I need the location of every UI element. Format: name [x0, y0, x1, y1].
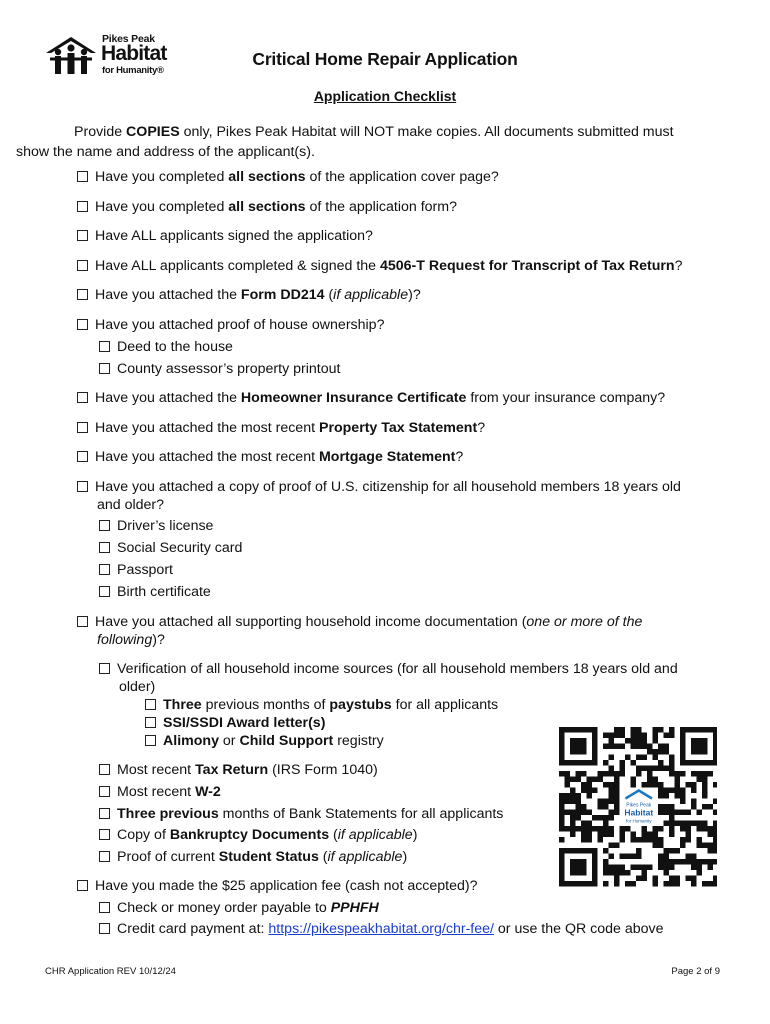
checkbox[interactable]: [145, 699, 156, 710]
checkbox[interactable]: [99, 851, 110, 862]
sub-item-student-status: Proof of current Student Status (if applicable): [99, 848, 407, 866]
checkbox[interactable]: [99, 923, 110, 934]
checkbox[interactable]: [77, 319, 88, 330]
checkbox[interactable]: [99, 902, 110, 913]
checkbox[interactable]: [99, 808, 110, 819]
verification-continuation: older): [119, 679, 156, 695]
sub-item-deed: Deed to the house: [99, 338, 233, 356]
checklist-item-ownership: Have you attached proof of house ownership?: [77, 316, 384, 334]
checkbox[interactable]: [99, 542, 110, 553]
sub-sub-item-paystubs: Three previous months of paystubs for all applicants: [145, 696, 498, 714]
checkbox[interactable]: [99, 663, 110, 674]
checkbox[interactable]: [77, 481, 88, 492]
checklist-item-mortgage: Have you attached the most recent Mortgage Statement?: [77, 448, 463, 466]
checklist-item-application-form: Have you completed all sections of the application form?: [77, 198, 457, 216]
sub-item-tax-return: Most recent Tax Return (IRS Form 1040): [99, 761, 378, 779]
logo-line-2: Habitat: [101, 42, 167, 65]
sub-item-check: Check or money order payable to PPHFH: [99, 899, 379, 917]
checklist-item-cover-page: Have you completed all sections of the application cover page?: [77, 168, 499, 186]
checkbox[interactable]: [77, 289, 88, 300]
sub-item-bankruptcy: Copy of Bankruptcy Documents (if applicable): [99, 826, 417, 844]
sub-item-bank-statements: Three previous months of Bank Statements for all applicants: [99, 805, 503, 823]
checklist-item-citizenship: Have you attached a copy of proof of U.S. citizenship for all household members 18 years old: [77, 478, 681, 496]
checklist-item-dd214: Have you attached the Form DD214 (if applicable)?: [77, 286, 421, 304]
footer-revision: CHR Application REV 10/12/24: [45, 966, 176, 977]
sub-item-assessor-printout: County assessor’s property printout: [99, 360, 340, 378]
checklist-item-income: Have you attached all supporting household income documentation (one or more of the: [77, 613, 642, 631]
income-continuation: following)?: [97, 632, 165, 648]
sub-item-passport: Passport: [99, 561, 173, 579]
checkbox[interactable]: [99, 829, 110, 840]
checkbox[interactable]: [99, 564, 110, 575]
sub-item-birth-certificate: Birth certificate: [99, 583, 211, 601]
qr-logo-line-1: Pikes Peak: [626, 802, 652, 809]
sub-item-credit-card: Credit card payment at: https://pikespeakhabitat.org/chr-fee/ or use the QR code above: [99, 920, 664, 938]
sub-sub-item-alimony: Alimony or Child Support registry: [145, 732, 384, 750]
sub-item-drivers-license: Driver’s license: [99, 517, 213, 535]
checkbox[interactable]: [77, 880, 88, 891]
qr-logo-line-2: Habitat: [624, 807, 654, 818]
checkbox[interactable]: [77, 392, 88, 403]
checklist-item-signed: Have ALL applicants signed the application?: [77, 227, 373, 245]
sub-sub-item-ssi: SSI/SSDI Award letter(s): [145, 714, 325, 732]
checkbox[interactable]: [77, 451, 88, 462]
checkbox[interactable]: [145, 717, 156, 728]
checkbox[interactable]: [99, 586, 110, 597]
logo-line-3: for Humanity®: [102, 65, 164, 76]
checkbox[interactable]: [99, 520, 110, 531]
checkbox[interactable]: [99, 786, 110, 797]
citizenship-continuation: and older?: [97, 497, 165, 513]
checkbox[interactable]: [77, 171, 88, 182]
qr-code[interactable]: [557, 725, 717, 890]
logo-line-1: Pikes Peak: [102, 33, 155, 45]
checkbox[interactable]: [99, 341, 110, 352]
checkbox[interactable]: [99, 764, 110, 775]
checkbox[interactable]: [77, 230, 88, 241]
checklist-item-4506t: Have ALL applicants completed & signed the 4506-T Request for Transcript of Tax Return?: [77, 257, 682, 275]
checklist-item-fee: Have you made the $25 application fee (cash not accepted)?: [77, 877, 478, 895]
checklist-heading: Application Checklist: [313, 88, 457, 104]
sub-item-w2: Most recent W-2: [99, 783, 221, 801]
sub-item-social-security: Social Security card: [99, 539, 242, 557]
fee-payment-link[interactable]: https://pikespeakhabitat.org/chr-fee/: [268, 921, 494, 937]
qr-logo-line-3: for Humanity: [625, 818, 652, 824]
checkbox[interactable]: [145, 735, 156, 746]
checkbox[interactable]: [77, 201, 88, 212]
footer-page-number: Page 2 of 9: [671, 966, 720, 977]
checklist-item-insurance: Have you attached the Homeowner Insurance Certificate from your insurance company?: [77, 389, 665, 407]
checkbox[interactable]: [99, 363, 110, 374]
checkbox[interactable]: [77, 422, 88, 433]
page-title: Critical Home Repair Application: [252, 49, 518, 69]
intro-paragraph: Provide COPIES only, Pikes Peak Habitat will NOT make copies. All documents submitted must show the name and address of the applicant(s).: [16, 124, 674, 160]
sub-item-verification: Verification of all household income sources (for all household members 18 years old and: [99, 660, 678, 678]
checkbox[interactable]: [77, 616, 88, 627]
checkbox[interactable]: [77, 260, 88, 271]
checklist-item-property-tax: Have you attached the most recent Property Tax Statement?: [77, 419, 485, 437]
